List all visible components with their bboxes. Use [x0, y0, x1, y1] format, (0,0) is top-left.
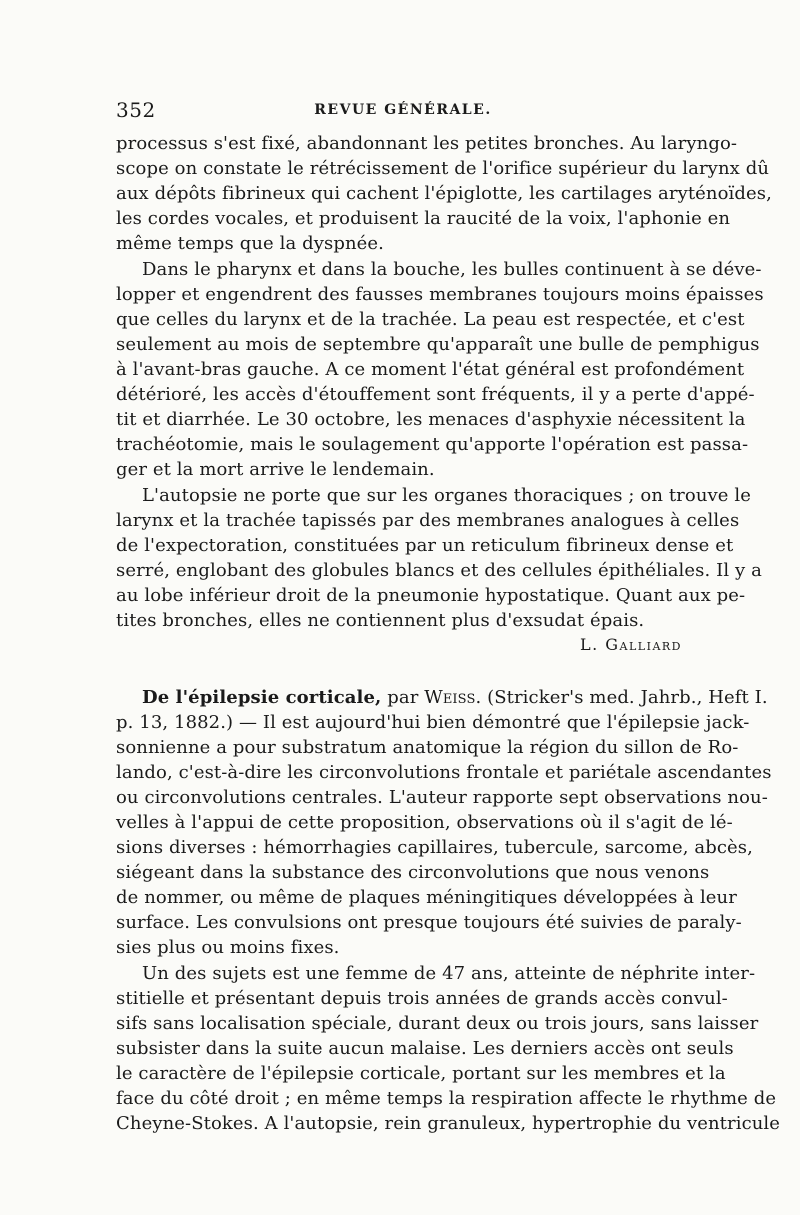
text-line: lopper et engendrent des fausses membranes toujours moins épaisses	[116, 284, 764, 305]
text-line: de nommer, ou même de plaques méningitiques développées à leur	[116, 887, 737, 908]
text-line: subsister dans la suite aucun malaise. Les derniers accès ont seuls	[116, 1038, 734, 1059]
text-line: sions diverses : hémorrhagies capillaires, tubercule, sarcome, abcès,	[116, 837, 753, 858]
text-line: larynx et la trachée tapissés par des membranes analogues à celles	[116, 510, 740, 531]
text-line: le caractère de l'épilepsie corticale, portant sur les membres et la	[116, 1063, 726, 1084]
text-line: même temps que la dyspnée.	[116, 233, 384, 254]
text-line: siégeant dans la substance des circonvolutions que nous venons	[116, 862, 710, 883]
text-line: de l'expectoration, constituées par un reticulum fibrineux dense et	[116, 535, 734, 556]
text-line: sonnienne a pour substratum anatomique la région du sillon de Ro-	[116, 737, 739, 758]
text-line: aux dépôts fibrineux qui cachent l'épiglotte, les cartilages aryténoïdes,	[116, 183, 772, 204]
text-line: sies plus ou moins fixes.	[116, 937, 340, 958]
text-line: Dans le pharynx et dans la bouche, les bulles continuent à se déve-	[142, 259, 762, 280]
text-line: tit et diarrhée. Le 30 octobre, les menaces d'asphyxie nécessitent la	[116, 409, 746, 430]
article-heading-line	[116, 686, 768, 710]
article-author: Weiss.	[424, 687, 482, 708]
text-line: face du côté droit ; en même temps la respiration affecte le rhythme de	[116, 1088, 777, 1109]
text-line: serré, englobant des globules blancs et des cellules épithéliales. Il y a	[116, 560, 762, 581]
text-line: velles à l'appui de cette proposition, observations où il s'agit de lé-	[116, 812, 733, 833]
author-signature: L. Galliard	[579, 635, 682, 654]
article-by: par	[387, 687, 419, 708]
text-line: à l'avant-bras gauche. A ce moment l'état général est profondément	[116, 359, 745, 380]
text-line: stitielle et présentant depuis trois années de grands accès convul-	[116, 988, 728, 1009]
text-line: L'autopsie ne porte que sur les organes thoraciques ; on trouve le	[142, 485, 751, 506]
text-line: ger et la mort arrive le lendemain.	[116, 459, 435, 480]
page-header	[116, 98, 680, 124]
article-heading: De l'épilepsie corticale,	[142, 687, 382, 708]
running-title: REVUE GÉNÉRALE.	[314, 102, 492, 118]
text-line: que celles du larynx et de la trachée. La peau est respectée, et c'est	[116, 309, 745, 330]
text-line: tites bronches, elles ne contiennent plus d'exsudat épais.	[116, 610, 645, 631]
text-line: au lobe inférieur droit de la pneumonie hypostatique. Quant aux pe-	[116, 585, 746, 606]
text-line: p. 13, 1882.) — Il est aujourd'hui bien démontré que l'épilepsie jack-	[116, 712, 750, 733]
text-line: Un des sujets est une femme de 47 ans, atteinte de néphrite inter-	[142, 963, 756, 984]
article-reference: (Stricker's med. Jahrb., Heft I.	[487, 687, 768, 708]
text-line: processus s'est fixé, abandonnant les petites bronches. Au laryngo-	[116, 133, 738, 154]
text-line: seulement au mois de septembre qu'apparaît une bulle de pemphigus	[116, 334, 760, 355]
text-line: surface. Les convulsions ont presque toujours été suivies de paraly-	[116, 912, 742, 933]
text-line: détérioré, les accès d'étouffement sont fréquents, il y a perte d'appé-	[116, 384, 755, 405]
text-line: sifs sans localisation spéciale, durant deux ou trois jours, sans laisser	[116, 1013, 759, 1034]
page-number: 352	[116, 98, 156, 122]
text-line: les cordes vocales, et produisent la raucité de la voix, l'aphonie en	[116, 208, 731, 229]
text-line: trachéotomie, mais le soulagement qu'apporte l'opération est passa-	[116, 434, 749, 455]
text-line: scope on constate le rétrécissement de l'orifice supérieur du larynx dû	[116, 158, 770, 179]
text-line: lando, c'est-à-dire les circonvolutions frontale et pariétale ascendantes	[116, 762, 772, 783]
text-line: Cheyne-Stokes. A l'autopsie, rein granuleux, hypertrophie du ventricule	[116, 1113, 781, 1134]
text-line: ou circonvolutions centrales. L'auteur rapporte sept observations nou-	[116, 787, 768, 808]
